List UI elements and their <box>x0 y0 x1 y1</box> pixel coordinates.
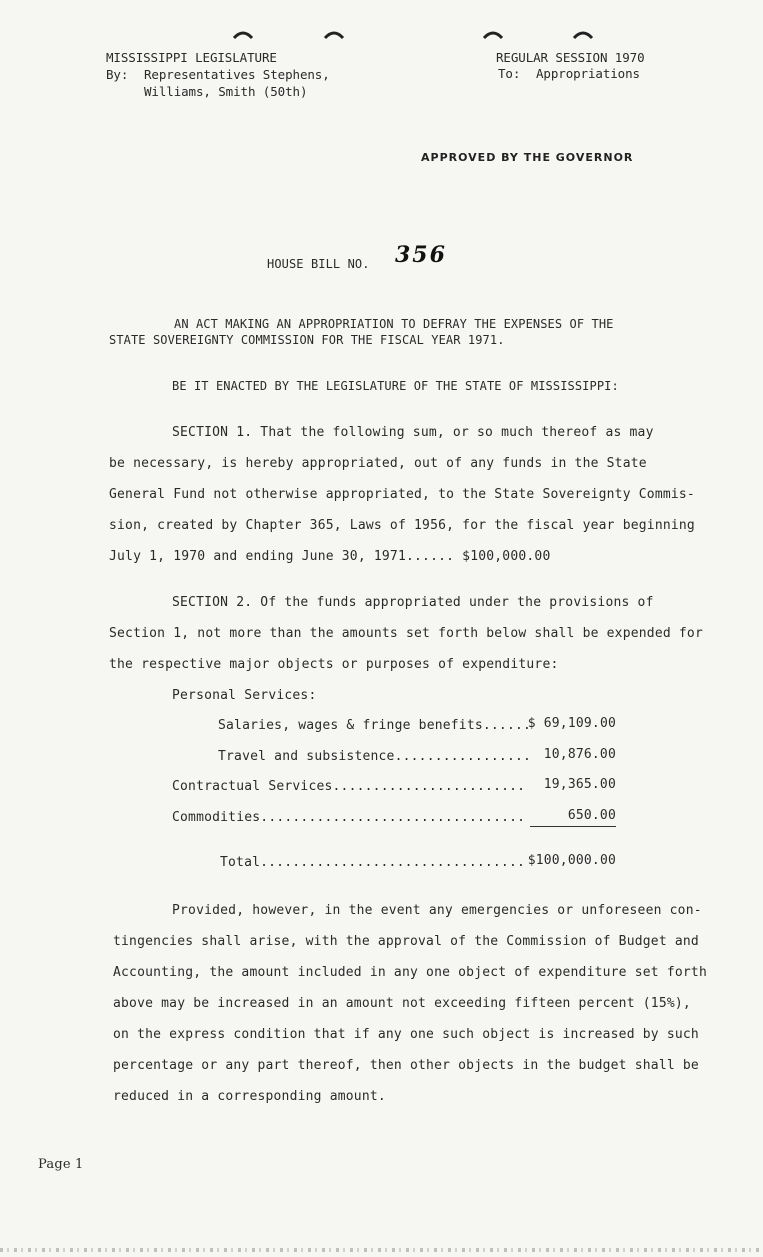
section-2-line: the respective major objects or purposes of expenditure: <box>109 657 559 672</box>
section-2-line: Section 1, not more than the amounts set forth below shall be expended for <box>109 626 703 641</box>
bill-number-handwritten: 356 <box>395 242 447 268</box>
proviso-line: percentage or any part thereof, then other objects in the budget shall be <box>113 1058 699 1073</box>
bill-label: HOUSE BILL NO. <box>267 257 370 271</box>
budget-heading: Personal Services: <box>172 688 317 703</box>
page-number: Page 1 <box>38 1157 84 1172</box>
act-title-line-2: STATE SOVEREIGNTY COMMISSION FOR THE FISCAL YEAR 1971. <box>109 333 505 347</box>
budget-item-label: Salaries, wages & fringe benefits...... <box>218 718 532 733</box>
sponsors-line-1: Representatives Stephens, <box>144 67 330 82</box>
enacting-clause: BE IT ENACTED BY THE LEGISLATURE OF THE STATE OF MISSISSIPPI: <box>172 379 619 393</box>
committee-name: Appropriations <box>536 66 640 81</box>
staple-mark-1 <box>232 30 254 40</box>
legislature-name: MISSISSIPPI LEGISLATURE <box>106 50 277 65</box>
staple-mark-4 <box>572 30 594 40</box>
governor-approval-stamp: APPROVED BY THE GOVERNOR <box>421 151 634 164</box>
budget-item-amount: 650.00 <box>530 808 616 827</box>
act-title-line-1: AN ACT MAKING AN APPROPRIATION TO DEFRAY THE EXPENSES OF THE <box>174 317 614 331</box>
budget-item-label: Contractual Services........................ <box>172 779 526 794</box>
section-1-line: SECTION 1. That the following sum, or so much thereof as may <box>172 425 654 440</box>
sponsors-line-2: Williams, Smith (50th) <box>144 84 308 99</box>
scan-edge-artifact <box>0 1248 763 1252</box>
proviso-line: tingencies shall arise, with the approval of the Commission of Budget and <box>113 934 699 949</box>
budget-total-amount: $100,000.00 <box>527 853 616 868</box>
section-1-line: July 1, 1970 and ending June 30, 1971...... $100,000.00 <box>109 549 551 564</box>
budget-item-amount: $ 69,109.00 <box>527 716 616 731</box>
section-1-line: sion, created by Chapter 365, Laws of 1956, for the fiscal year beginning <box>109 518 695 533</box>
section-1-line: General Fund not otherwise appropriated, to the State Sovereignty Commis- <box>109 487 695 502</box>
budget-item-label: Commodities................................. <box>172 810 526 825</box>
proviso-line: reduced in a corresponding amount. <box>113 1089 386 1104</box>
committee-to-label: To: <box>498 66 521 81</box>
staple-mark-3 <box>482 30 504 40</box>
budget-item-label: Travel and subsistence................. <box>218 749 532 764</box>
section-2-line: SECTION 2. Of the funds appropriated under the provisions of <box>172 595 654 610</box>
proviso-line: Accounting, the amount included in any one object of expenditure set forth <box>113 965 707 980</box>
budget-total-label: Total................................. <box>220 855 526 870</box>
budget-item-amount: 10,876.00 <box>543 747 616 762</box>
section-1-line: be necessary, is hereby appropriated, out of any funds in the State <box>109 456 647 471</box>
budget-item-amount: 19,365.00 <box>543 777 616 792</box>
staple-mark-2 <box>323 30 345 40</box>
sponsors-by-label: By: <box>106 67 129 82</box>
proviso-line: above may be increased in an amount not exceeding fifteen percent (15%), <box>113 996 691 1011</box>
proviso-line: on the express condition that if any one such object is increased by such <box>113 1027 699 1042</box>
proviso-line: Provided, however, in the event any emergencies or unforeseen con- <box>172 903 702 918</box>
session-label: REGULAR SESSION 1970 <box>496 50 645 65</box>
